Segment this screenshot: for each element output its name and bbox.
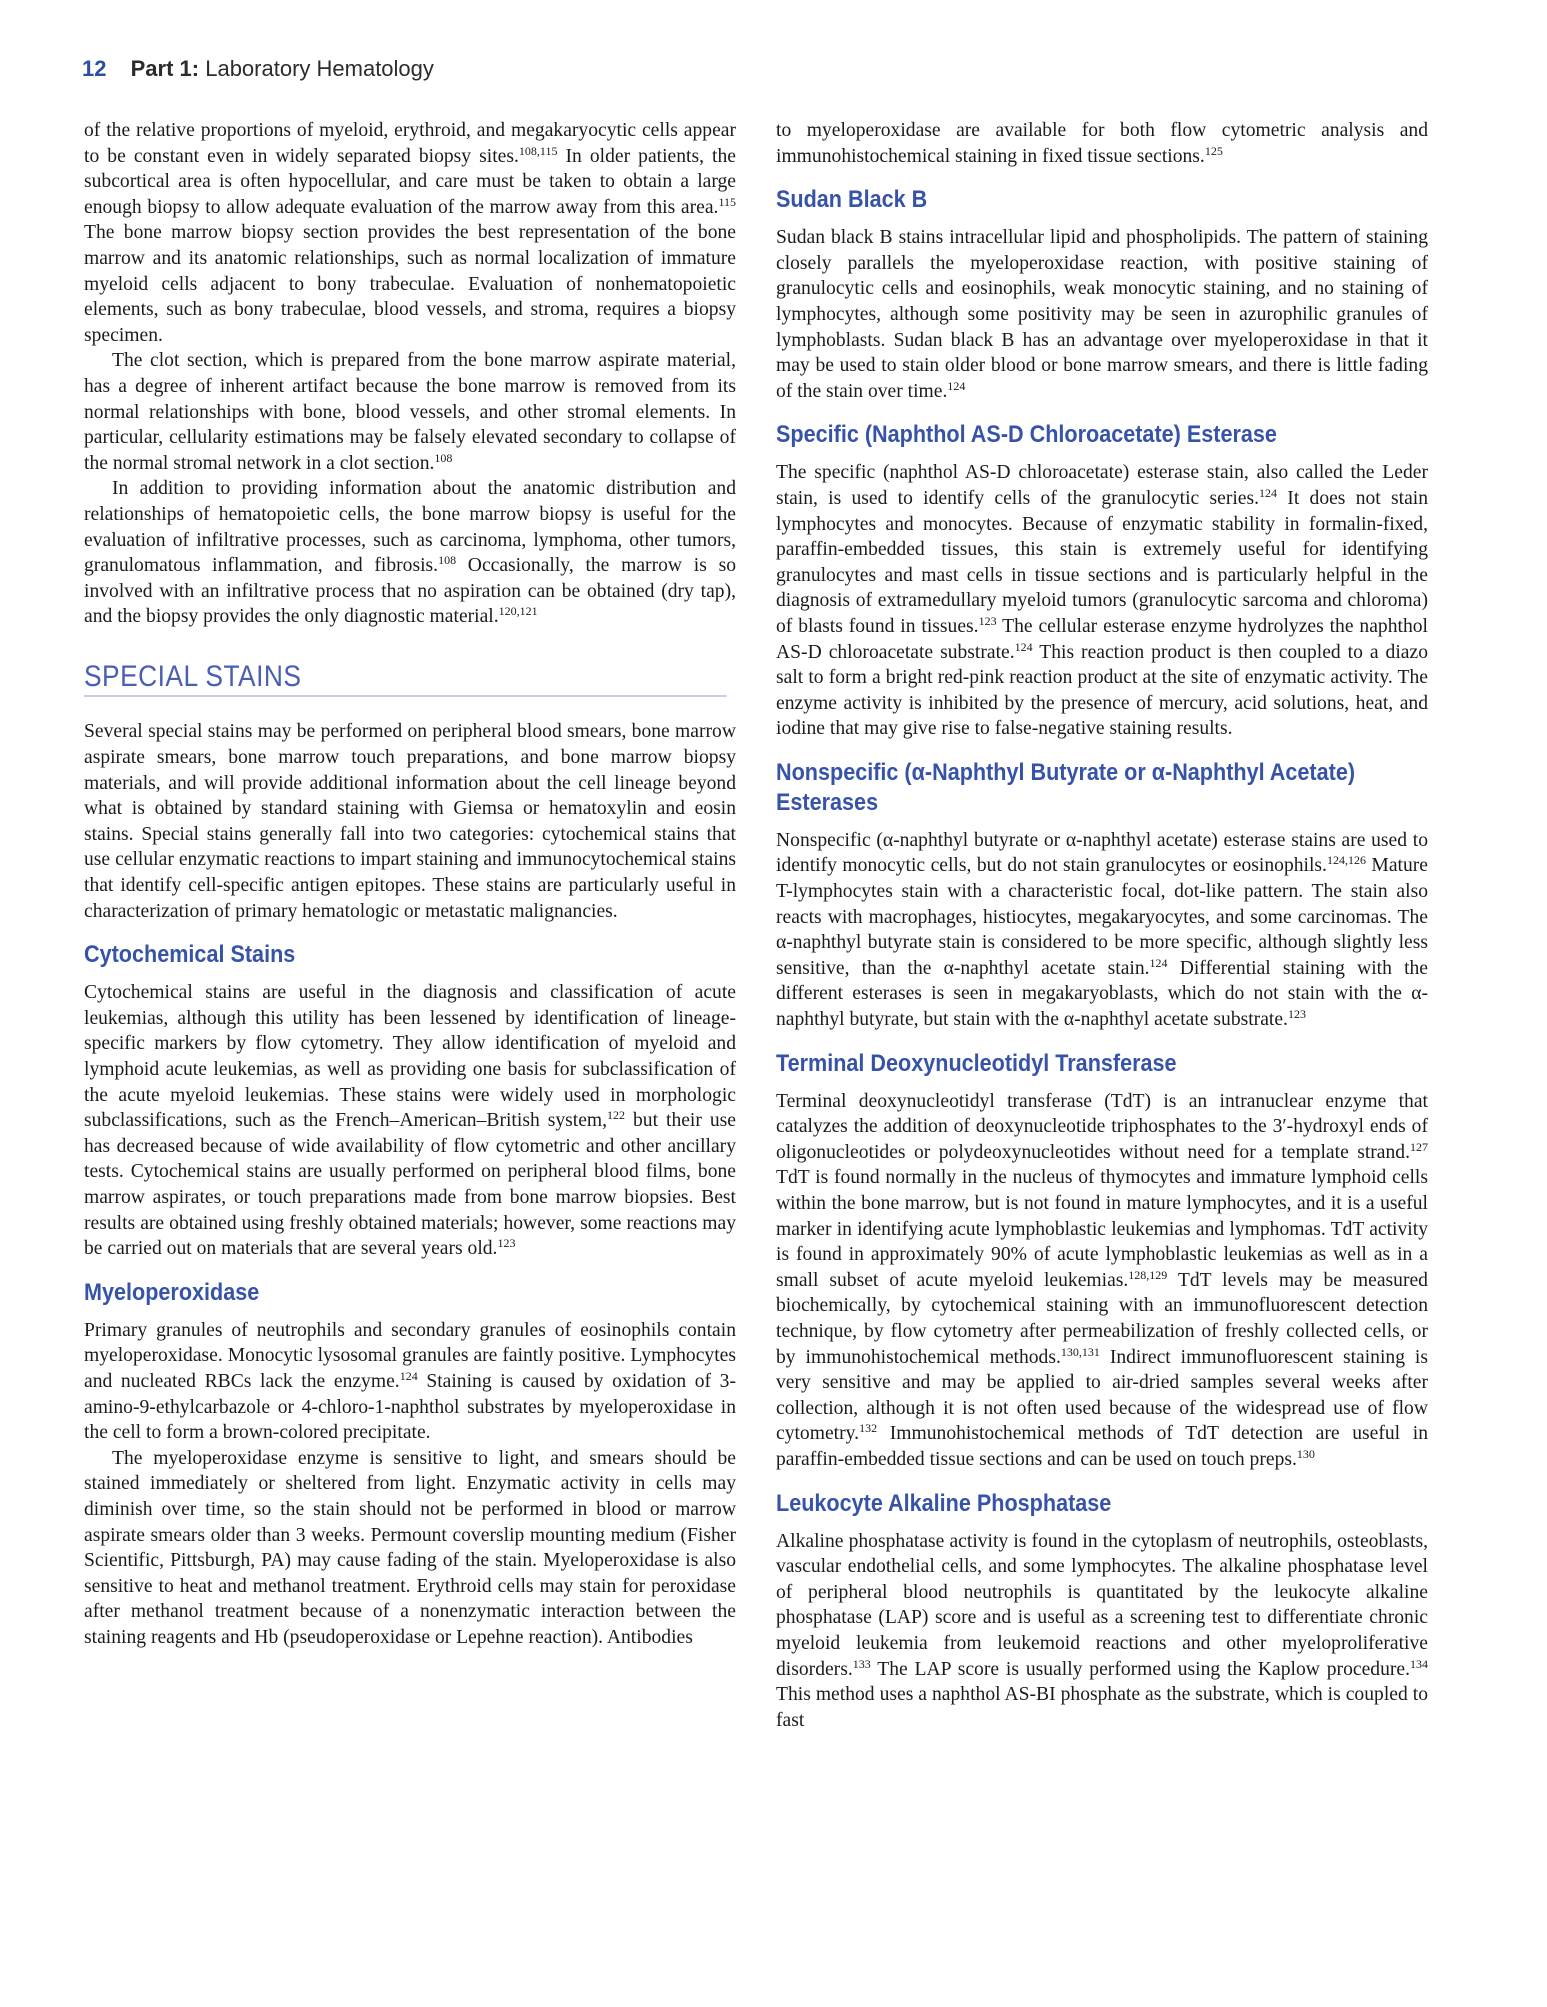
citation: 125 — [1204, 143, 1223, 158]
citation: 124 — [1014, 639, 1033, 654]
right-column — [776, 118, 1428, 1733]
subheading-leukocyte-alkaline-phosphatase: Leukocyte Alkaline Phosphatase — [776, 1489, 1112, 1517]
paragraph: The myeloperoxidase enzyme is sensitive to light, and smears should be stained immediately or sheltered from light. Enzymatic activity in cells may diminish over time, so the stain should not be performed in blood or marrow aspirate smears older than 3 weeks. Permount coverslip mounting medium (Fisher Scientific, Pittsburgh, PA) may cause fading of the stain. Myeloperoxidase is also sensitive to heat and methanol treatment. Erythroid cells may stain for peroxidase after methanol treatment because of a nonenzymatic interaction between the staining reagents and Hb (pseudoperoxidase or Lepehne reaction). Antibodies — [84, 1447, 736, 1648]
citation: 108,115 — [518, 143, 558, 158]
citation: 122 — [607, 1108, 626, 1123]
paragraph: Alkaline phosphatase activity is found in the cytoplasm of neutrophils, osteoblasts, vascular endothelial cells, and some lymphocytes. The alkaline phosphatase level of peripheral blood neutrophils is quantitated by the leukocyte alkaline phosphatase (LAP) score and is useful as a screening test to differentiate chronic myeloid leukemia from leukemoid reactions and other myeloproliferative disorders.$^{133}$ The LAP score is usually performed using the Kaplow procedure.$^{134}$ This method uses a naphthol AS-BI phosphate as the substrate, which is coupled to fast — [776, 1530, 1428, 1731]
paragraph: Cytochemical stains are useful in the diagnosis and classification of acute leukemias, although this utility has been lessened by identification of lineage-specific markers by flow cytometry. They allow identification of myeloid and lymphoid acute leukemias, as well as providing one basis for subclassification of the acute myeloid leukemias. These stains were widely used in morphologic subclassifications, such as the French–American–British system,$^{122}$ but their use has decreased because of wide availability of flow cytometric and other ancillary tests. Cytochemical stains are usually performed on peripheral blood films, bone marrow aspirates, or touch preparations made from bone marrow biopsies. Best results are obtained using freshly obtained materials; however, some reactions may be carried out on materials that are several years old.$^{123}$ — [84, 982, 736, 1260]
citation: 124,126 — [1326, 853, 1366, 868]
citation: 130 — [1296, 1446, 1315, 1461]
citation: 120,121 — [498, 604, 538, 619]
citation: 123 — [497, 1236, 516, 1251]
subheading-terminal-deoxynucleotidyl-transferase: Terminal Deoxynucleotidyl Transferase — [776, 1049, 1177, 1077]
citation: 123 — [1287, 1007, 1306, 1022]
subheading-nonspecific-esterases: Nonspecific (α-Naphthyl Butyrate or α-Naphthyl Acetate) Esterases — [776, 758, 1356, 816]
left-column — [84, 118, 736, 1650]
paragraph: Terminal deoxynucleotidyl transferase (TdT) is an intranuclear enzyme that catalyzes the addition of deoxynucleotide triphosphates to the 3′-hydroxyl ends of oligonucleotides or polydeoxynucleotides without need for a template strand.$^{127}$ TdT is found normally in the nucleus of thymocytes and immature lymphoid cells within the bone marrow, but is not found in mature lymphocytes, and it is a useful marker in identifying acute lymphoblastic leukemias and lymphomas. TdT activity is found in approximately 90% of acute lymphoblastic leukemias as well as in a small subset of acute myeloid leukemias.$^{128,129}$ TdT levels may be measured biochemically, by cytochemical staining with an immunofluorescent detection technique, by flow cytometry after permeabilization of freshly collected cells, or by immunohistochemical methods.$^{130,131}$ Indirect immunofluorescent staining is very sensitive and may be applied to air-dried samples several weeks after collection, although it is not often used because of the widespread use of flow cytometry.$^{132}$ Immunohistochemical methods of TdT detection are useful in paraffin-embedded tissue sections and can be used on touch preps.$^{130}$ — [776, 1090, 1428, 1470]
citation: 132 — [859, 1421, 878, 1436]
part-label: Part 1: — [130, 56, 200, 81]
paragraph: The clot section, which is prepared from the bone marrow aspirate material, has a degree of inherent artifact because the bone marrow is removed from its normal relationships with bone, blood vessels, and other stromal elements. In particular, cellularity estimations may be falsely elevated secondary to collapse of the normal stromal network in a clot section.$^{108}$ — [84, 350, 736, 474]
paragraph: Sudan black B stains intracellular lipid and phospholipids. The pattern of staining closely parallels the myeloperoxidase reaction, with positive staining of granulocytic cells and eosinophils, weak monocytic staining, and no staining of lymphocytes, although some positivity may be seen in azurophilic granules of lymphoblasts. Sudan black B has an advantage over myeloperoxidase in that it may be used to stain older blood or bone marrow smears, and there is little fading of the stain over time.$^{124}$ — [776, 227, 1428, 402]
citation: 128,129 — [1128, 1267, 1168, 1282]
section-heading-special-stains: SPECIAL STAINS — [84, 664, 727, 698]
citation: 124 — [947, 378, 966, 393]
citation: 127 — [1410, 1139, 1428, 1154]
citation: 130,131 — [1060, 1344, 1100, 1359]
paragraph: Primary granules of neutrophils and secondary granules of eosinophils contain myeloperoxidase. Monocytic lysosomal granules are faintly positive. Lymphocytes and nucleated RBCs lack the enzyme.$^{124}$ Staining is caused by oxidation of 3-amino-9-ethylcarbazole or 4-chloro-1-naphthol substrates by myeloperoxidase in the cell to form a brown-colored precipitate. — [84, 1319, 737, 1444]
subheading-specific-esterase: Specific (Naphthol AS-D Chloroacetate) Esterase — [776, 421, 1277, 449]
citation: 124 — [399, 1368, 418, 1383]
citation: 123 — [978, 613, 997, 628]
paragraph: of the relative proportions of myeloid, erythroid, and megakaryocytic cells appear to be constant even in widely separated biopsy sites.$^{108,115}$ In older patients, the subcortical area is often hypocellular, and care must be taken to obtain a large enough biopsy to allow adequate evaluation of the marrow away from this area.$^{115}$ The bone marrow biopsy section provides the best representation of the bone marrow and its anatomic relationships, such as normal localization of immature myeloid cells adjacent to bony trabeculae. Evaluation of nonhematopoietic elements, such as bony trabeculae, blood vessels, and stroma, requires a biopsy specimen. — [84, 120, 736, 346]
citation: 115 — [718, 194, 736, 209]
subheading-myeloperoxidase: Myeloperoxidase — [84, 1278, 260, 1306]
part-title: Laboratory Hematology — [205, 56, 434, 81]
citation: 108 — [434, 450, 453, 465]
paragraph: Several special stains may be performed on peripheral blood smears, bone marrow aspirate smears, bone marrow touch preparations, and bone marrow biopsy materials, and will provide additional information about the cell lineage beyond what is obtained by standard staining with Giemsa or hematoxylin and eosin stains. Special stains generally fall into two categories: cytochemical stains that use cellular enzymatic reactions to impart staining and immunocytochemical stains that identify cell-specific antigen epitopes. These stains are particularly useful in characterization of primary hematologic or metastatic malignancies. — [84, 721, 736, 922]
page-number: 12 — [82, 56, 107, 81]
citation: 108 — [438, 553, 457, 568]
paragraph: Nonspecific (α-naphthyl butyrate or α-naphthyl acetate) esterase stains are used to identify monocytic cells, but do not stain granulocytes or eosinophils.$^{124,126}$ Mature T-lymphocytes stain with a characteristic focal, dot-like pattern. The stain also reacts with macrophages, histiocytes, megakaryocytes, and some carcinomas. The α-naphthyl butyrate stain is considered to be more specific, although slightly less sensitive, than the α-naphthyl acetate stain.$^{124}$ Differential staining with the different esterases is seen in megakaryoblasts, which do not stain with the α-naphthyl butyrate, but stain with the α-naphthyl acetate substrate.$^{123}$ — [776, 829, 1429, 1031]
running-header — [82, 56, 434, 82]
citation: 133 — [852, 1656, 871, 1671]
citation: 124 — [1259, 485, 1278, 500]
paragraph: In addition to providing information about the anatomic distribution and relationships of hematopoietic cells, the bone marrow biopsy is useful for the evaluation of infiltrative processes, such as carcinoma, lymphoma, other tumors, granulomatous inflammation, and fibrosis.$^{108}$ Occasionally, the marrow is so involved with an infiltrative process that no aspiration can be obtained (dry tap), and the biopsy provides the only diagnostic material.$^{120,121}$ — [84, 478, 736, 628]
citation: 134 — [1410, 1656, 1428, 1671]
citation: 124 — [1149, 955, 1168, 970]
paragraph: The specific (naphthol AS-D chloroacetate) esterase stain, also called the Leder stain, is used to identify cells of the granulocytic series.$^{124}$ It does not stain lymphocytes and monocytes. Because of enzymatic stability in formalin-fixed, paraffin-embedded tissues, this stain is extremely useful for identifying granulocytes and mast cells in tissue sections and is particularly helpful in the diagnosis of extramedullary myeloid tumors (granulocytic sarcoma and chloroma) of blasts found in tissues.$^{123}$ The cellular esterase enzyme hydrolyzes the naphthol AS-D chloroacetate substrate.$^{124}$ This reaction product is then coupled to a diazo salt to form a bright red-pink reaction product at the site of enzymatic activity. The enzyme activity is inhibited by the presence of mercury, acid solutions, heat, and iodine that may give rise to false-negative staining results. — [776, 462, 1429, 740]
subheading-sudan-black-b: Sudan Black B — [776, 186, 928, 214]
paragraph: to myeloperoxidase are available for both flow cytometric analysis and immunohistochemical staining in fixed tissue sections.$^{125}$ — [776, 120, 1428, 167]
subheading-cytochemical-stains: Cytochemical Stains — [84, 941, 296, 969]
